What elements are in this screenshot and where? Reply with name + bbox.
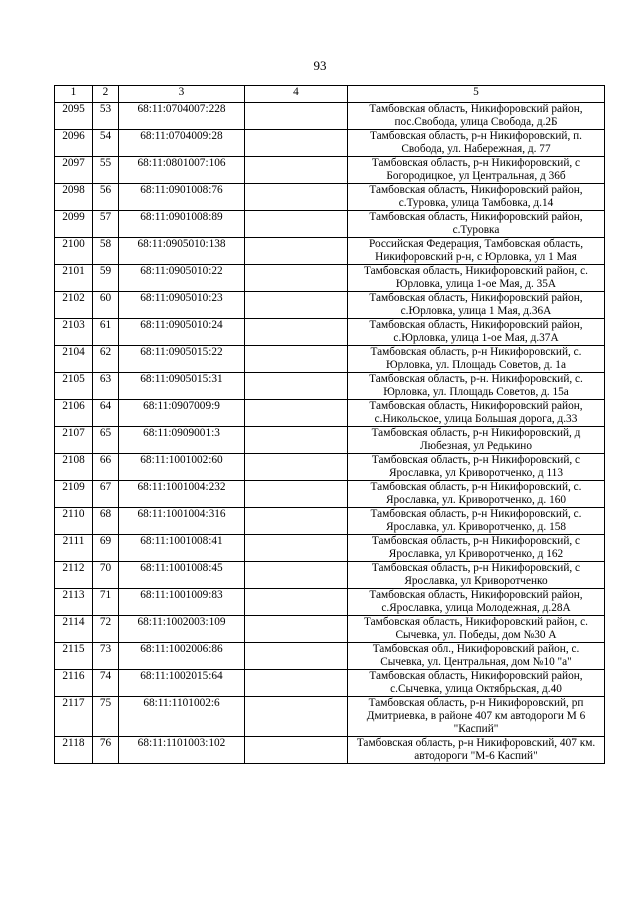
column-header-5: 5	[348, 86, 605, 103]
cadastral-number-cell: 68:11:1002006:86	[119, 643, 245, 670]
cadastral-number-cell: 68:11:1001008:41	[119, 535, 245, 562]
table-row	[55, 184, 605, 211]
address-cell: Тамбовская область, Никифоровский район, с.Сычевка, улица Октябрьская, д.40	[348, 670, 605, 697]
sub-number-cell: 64	[93, 400, 119, 427]
row-number-cell: 2097	[55, 157, 93, 184]
table-header-row	[55, 86, 605, 103]
row-number-cell: 2105	[55, 373, 93, 400]
table-row	[55, 400, 605, 427]
address-cell: Тамбовская обл., Никифоровский район, с. Сычевка, ул. Центральная, дом №10 "а"	[348, 643, 605, 670]
cadastral-number-cell: 68:11:0909001:3	[119, 427, 245, 454]
cadastral-number-cell: 68:11:1002003:109	[119, 616, 245, 643]
table-row	[55, 130, 605, 157]
row-number-cell: 2098	[55, 184, 93, 211]
sub-number-cell: 74	[93, 670, 119, 697]
address-cell: Тамбовская область, р-н Никифоровский, с Ярославка, ул Криворотченко, д 162	[348, 535, 605, 562]
row-number-cell: 2109	[55, 481, 93, 508]
cadastral-number-cell: 68:11:1002015:64	[119, 670, 245, 697]
address-cell: Тамбовская область, Никифоровский район, с.Юрловка, улица 1-ое Мая, д.37А	[348, 319, 605, 346]
cadastral-number-cell: 68:11:1101002:6	[119, 697, 245, 737]
sub-number-cell: 55	[93, 157, 119, 184]
sub-number-cell: 72	[93, 616, 119, 643]
cadastral-number-cell: 68:11:0901008:89	[119, 211, 245, 238]
row-number-cell: 2114	[55, 616, 93, 643]
cadastral-number-cell: 68:11:0905010:22	[119, 265, 245, 292]
column-header-3: 3	[119, 86, 245, 103]
table-row	[55, 562, 605, 589]
row-number-cell: 2110	[55, 508, 93, 535]
row-number-cell: 2101	[55, 265, 93, 292]
empty-cell	[245, 211, 348, 238]
cadastral-number-cell: 68:11:0905010:138	[119, 238, 245, 265]
empty-cell	[245, 589, 348, 616]
address-cell: Тамбовская область, р-н Никифоровский, с Ярославка, ул Криворотченко	[348, 562, 605, 589]
row-number-cell: 2095	[55, 103, 93, 130]
address-cell: Тамбовская область, Никифоровский район, с. Юрловка, улица 1-ое Мая, д. 35А	[348, 265, 605, 292]
row-number-cell: 2099	[55, 211, 93, 238]
table-row	[55, 737, 605, 764]
cadastral-number-cell: 68:11:0905010:23	[119, 292, 245, 319]
address-cell: Тамбовская область, Никифоровский район, с. Сычевка, ул. Победы, дом №30 А	[348, 616, 605, 643]
table-row	[55, 346, 605, 373]
sub-number-cell: 66	[93, 454, 119, 481]
table-row	[55, 157, 605, 184]
row-number-cell: 2107	[55, 427, 93, 454]
empty-cell	[245, 292, 348, 319]
row-number-cell: 2106	[55, 400, 93, 427]
empty-cell	[245, 238, 348, 265]
row-number-cell: 2100	[55, 238, 93, 265]
address-cell: Тамбовская область, р-н Никифоровский, с. Ярославка, ул. Криворотченко, д. 160	[348, 481, 605, 508]
table-row	[55, 103, 605, 130]
sub-number-cell: 56	[93, 184, 119, 211]
cadastral-number-cell: 68:11:0905015:22	[119, 346, 245, 373]
row-number-cell: 2102	[55, 292, 93, 319]
empty-cell	[245, 697, 348, 737]
table-row	[55, 373, 605, 400]
empty-cell	[245, 265, 348, 292]
address-cell: Российская Федерация, Тамбовская область, Никифоровский р-н, с Юрловка, ул 1 Мая	[348, 238, 605, 265]
table-row	[55, 670, 605, 697]
table-row	[55, 319, 605, 346]
table-row	[55, 292, 605, 319]
empty-cell	[245, 562, 348, 589]
table-row	[55, 697, 605, 737]
empty-cell	[245, 616, 348, 643]
sub-number-cell: 54	[93, 130, 119, 157]
table-row	[55, 238, 605, 265]
address-cell: Тамбовская область, р-н Никифоровский, д Любезная, ул Редькино	[348, 427, 605, 454]
address-cell: Тамбовская область, р-н Никифоровский, с Богородицкое, ул Центральная, д 36б	[348, 157, 605, 184]
empty-cell	[245, 346, 348, 373]
row-number-cell: 2115	[55, 643, 93, 670]
sub-number-cell: 70	[93, 562, 119, 589]
row-number-cell: 2118	[55, 737, 93, 764]
row-number-cell: 2104	[55, 346, 93, 373]
empty-cell	[245, 157, 348, 184]
sub-number-cell: 75	[93, 697, 119, 737]
table-row	[55, 265, 605, 292]
sub-number-cell: 68	[93, 508, 119, 535]
sub-number-cell: 65	[93, 427, 119, 454]
sub-number-cell: 76	[93, 737, 119, 764]
sub-number-cell: 63	[93, 373, 119, 400]
sub-number-cell: 57	[93, 211, 119, 238]
cadastral-number-cell: 68:11:0704009:28	[119, 130, 245, 157]
sub-number-cell: 71	[93, 589, 119, 616]
row-number-cell: 2116	[55, 670, 93, 697]
page-number: 93	[313, 58, 327, 73]
empty-cell	[245, 535, 348, 562]
empty-cell	[245, 373, 348, 400]
sub-number-cell: 62	[93, 346, 119, 373]
address-cell: Тамбовская область, р-н Никифоровский, 407 км. автодороги "М-6 Каспий"	[348, 737, 605, 764]
address-cell: Тамбовская область, Никифоровский район, с.Туровка, улица Тамбовка, д.14	[348, 184, 605, 211]
empty-cell	[245, 130, 348, 157]
row-number-cell: 2103	[55, 319, 93, 346]
table-row	[55, 454, 605, 481]
address-cell: Тамбовская область, р-н Никифоровский, с Ярославка, ул Криворотченко, д 113	[348, 454, 605, 481]
column-header-1: 1	[55, 86, 93, 103]
row-number-cell: 2113	[55, 589, 93, 616]
table-row	[55, 535, 605, 562]
empty-cell	[245, 319, 348, 346]
cadastral-number-cell: 68:11:0905010:24	[119, 319, 245, 346]
column-header-4: 4	[245, 86, 348, 103]
sub-number-cell: 73	[93, 643, 119, 670]
cadastral-number-cell: 68:11:1001004:316	[119, 508, 245, 535]
table-row	[55, 211, 605, 238]
sub-number-cell: 53	[93, 103, 119, 130]
empty-cell	[245, 427, 348, 454]
table-row	[55, 616, 605, 643]
table-row	[55, 508, 605, 535]
empty-cell	[245, 103, 348, 130]
address-cell: Тамбовская область, р-н Никифоровский, с. Ярославка, ул. Криворотченко, д. 158	[348, 508, 605, 535]
cadastral-number-cell: 68:11:0901008:76	[119, 184, 245, 211]
column-header-2: 2	[93, 86, 119, 103]
cadastral-number-cell: 68:11:0907009:9	[119, 400, 245, 427]
sub-number-cell: 58	[93, 238, 119, 265]
address-cell: Тамбовская область, р-н Никифоровский, с. Юрловка, ул. Площадь Советов, д. 1а	[348, 346, 605, 373]
address-cell: Тамбовская область, р-н Никифоровский, п. Свобода, ул. Набережная, д. 77	[348, 130, 605, 157]
sub-number-cell: 61	[93, 319, 119, 346]
row-number-cell: 2111	[55, 535, 93, 562]
row-number-cell: 2108	[55, 454, 93, 481]
sub-number-cell: 69	[93, 535, 119, 562]
cadastral-number-cell: 68:11:0704007:228	[119, 103, 245, 130]
cadastral-number-cell: 68:11:1001004:232	[119, 481, 245, 508]
empty-cell	[245, 670, 348, 697]
address-cell: Тамбовская область, р-н. Никифоровский, с. Юрловка, ул. Площадь Советов, д. 15а	[348, 373, 605, 400]
address-cell: Тамбовская область, Никифоровский район, с.Никольское, улица Большая дорога, д.33	[348, 400, 605, 427]
empty-cell	[245, 737, 348, 764]
address-cell: Тамбовская область, р-н Никифоровский, рп Дмитриевка, в районе 407 км автодороги М 6 "Каспий"	[348, 697, 605, 737]
table-row	[55, 643, 605, 670]
row-number-cell: 2096	[55, 130, 93, 157]
cadastral-number-cell: 68:11:1001008:45	[119, 562, 245, 589]
registry-table	[54, 85, 605, 764]
cadastral-number-cell: 68:11:1101003:102	[119, 737, 245, 764]
sub-number-cell: 67	[93, 481, 119, 508]
cadastral-number-cell: 68:11:1001002:60	[119, 454, 245, 481]
empty-cell	[245, 400, 348, 427]
cadastral-number-cell: 68:11:0801007:106	[119, 157, 245, 184]
empty-cell	[245, 184, 348, 211]
row-number-cell: 2112	[55, 562, 93, 589]
cadastral-number-cell: 68:11:0905015:31	[119, 373, 245, 400]
address-cell: Тамбовская область, Никифоровский район, с.Туровка	[348, 211, 605, 238]
cadastral-number-cell: 68:11:1001009:83	[119, 589, 245, 616]
empty-cell	[245, 508, 348, 535]
table-row	[55, 589, 605, 616]
sub-number-cell: 60	[93, 292, 119, 319]
address-cell: Тамбовская область, Никифоровский район, с.Юрловка, улица 1 Мая, д.36А	[348, 292, 605, 319]
empty-cell	[245, 454, 348, 481]
table-row	[55, 481, 605, 508]
sub-number-cell: 59	[93, 265, 119, 292]
empty-cell	[245, 643, 348, 670]
address-cell: Тамбовская область, Никифоровский район, с.Ярославка, улица Молодежная, д.28А	[348, 589, 605, 616]
empty-cell	[245, 481, 348, 508]
table-row	[55, 427, 605, 454]
address-cell: Тамбовская область, Никифоровский район, пос.Свобода, улица Свобода, д.2Б	[348, 103, 605, 130]
row-number-cell: 2117	[55, 697, 93, 737]
